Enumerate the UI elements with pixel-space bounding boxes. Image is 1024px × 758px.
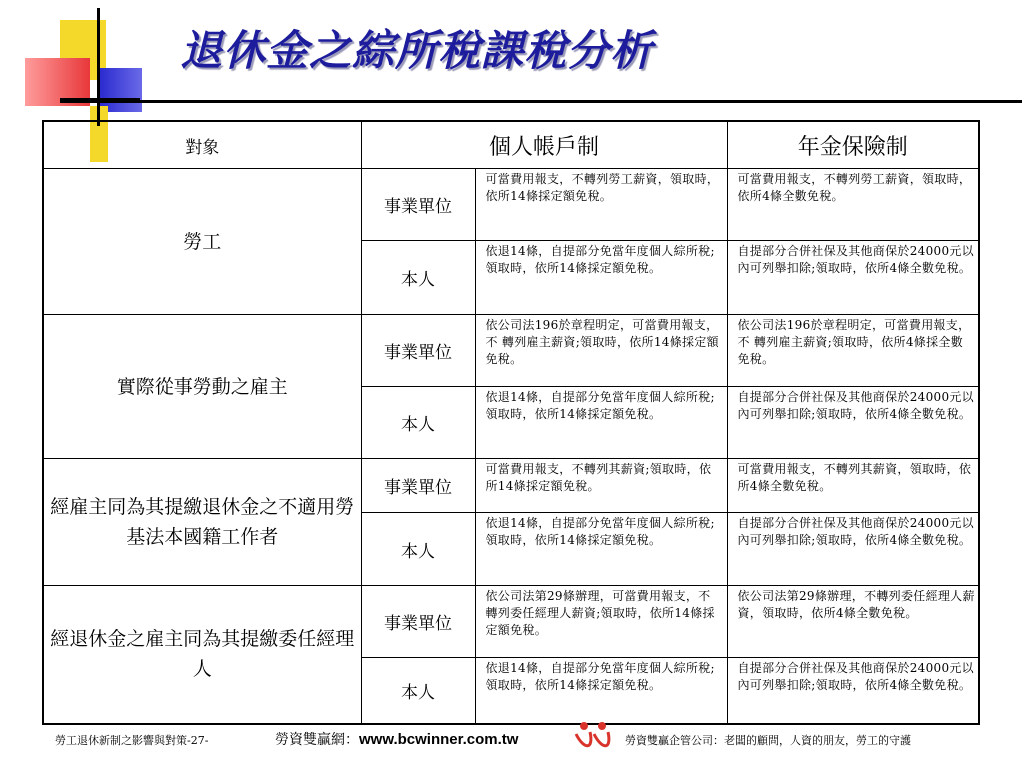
annuity-cell: 自提部分合併社保及其他商保於24000元以內可列舉扣除;領取時，依所4條全數免稅。 — [727, 387, 979, 459]
party-cell: 本人 — [361, 513, 475, 586]
annuity-cell: 自提部分合併社保及其他商保於24000元以內可列舉扣除;領取時，依所4條全數免稅。 — [727, 513, 979, 586]
page-title: 退休金之綜所稅課稅分析 — [180, 26, 654, 75]
header-annuity-insurance: 年金保險制 — [727, 121, 979, 169]
personal-cell: 依退14條，自提部分免當年度個人綜所稅;領取時，依所14條採定額免稅。 — [475, 658, 727, 724]
tax-table-wrapper — [42, 120, 980, 725]
party-cell: 事業單位 — [361, 586, 475, 658]
annuity-cell: 依公司法第29條辦理，不轉列委任經理人薪資，領取時，依所4條全數免稅。 — [727, 586, 979, 658]
footer-url-link[interactable]: www.bcwinner.com.tw — [359, 731, 519, 748]
table-row — [43, 169, 979, 241]
table-row — [43, 586, 979, 658]
party-cell: 事業單位 — [361, 169, 475, 241]
footer-site-label: 勞資雙贏網： — [275, 732, 359, 748]
header-personal-account: 個人帳戶制 — [361, 121, 727, 169]
table-row — [43, 315, 979, 387]
party-cell: 本人 — [361, 658, 475, 724]
header-target: 對象 — [43, 121, 361, 169]
footer — [0, 728, 1024, 750]
annuity-cell: 可當費用報支，不轉列勞工薪資，領取時，依所4條全數免稅。 — [727, 169, 979, 241]
annuity-cell: 依公司法196於章程明定，可當費用報支，不 轉列雇主薪資;領取時，依所4條採全數免稅。 — [727, 315, 979, 387]
table-row — [43, 459, 979, 513]
category-cell: 實際從事勞動之雇主 — [43, 315, 361, 459]
deco-vertical-line — [97, 8, 100, 126]
title-underline — [60, 100, 1022, 103]
party-cell: 本人 — [361, 241, 475, 315]
annuity-cell: 可當費用報支，不轉列其薪資，領取時，依所4條全數免稅。 — [727, 459, 979, 513]
personal-cell: 依公司法196於章程明定，可當費用報支，不 轉列雇主薪資;領取時，依所14條採定額免稅。 — [475, 315, 727, 387]
tax-analysis-table — [42, 120, 980, 725]
personal-cell: 可當費用報支，不轉列其薪資;領取時，依所14條採定額免稅。 — [475, 459, 727, 513]
table-header-row — [43, 121, 979, 169]
party-cell: 事業單位 — [361, 459, 475, 513]
footer-company-slogan: 勞資雙贏企管公司：老闆的顧問，人資的朋友，勞工的守護 — [625, 734, 911, 747]
footer-page-label: 勞工退休新制之影響與對策-27- — [55, 734, 209, 747]
company-logo-icon — [572, 720, 616, 757]
personal-cell: 依退14條，自提部分免當年度個人綜所稅;領取時，依所14條採定額免稅。 — [475, 387, 727, 459]
party-cell: 事業單位 — [361, 315, 475, 387]
personal-cell: 可當費用報支，不轉列勞工薪資，領取時，依所14條採定額免稅。 — [475, 169, 727, 241]
personal-cell: 依退14條，自提部分免當年度個人綜所稅;領取時，依所14條採定額免稅。 — [475, 513, 727, 586]
personal-cell: 依公司法第29條辦理，可當費用報支，不 轉列委任經理人薪資;領取時，依所14條採定額免稅。 — [475, 586, 727, 658]
personal-cell: 依退14條，自提部分免當年度個人綜所稅;領取時，依所14條採定額免稅。 — [475, 241, 727, 315]
annuity-cell: 自提部分合併社保及其他商保於24000元以內可列舉扣除;領取時，依所4條全數免稅。 — [727, 658, 979, 724]
party-cell: 本人 — [361, 387, 475, 459]
category-cell: 經退休金之雇主同為其提繳委任經理人 — [43, 586, 361, 724]
annuity-cell: 自提部分合併社保及其他商保於24000元以內可列舉扣除;領取時，依所4條全數免稅。 — [727, 241, 979, 315]
footer-site — [275, 729, 518, 749]
category-cell: 經雇主同為其提繳退休金之不適用勞基法本國籍工作者 — [43, 459, 361, 586]
category-cell: 勞工 — [43, 169, 361, 315]
